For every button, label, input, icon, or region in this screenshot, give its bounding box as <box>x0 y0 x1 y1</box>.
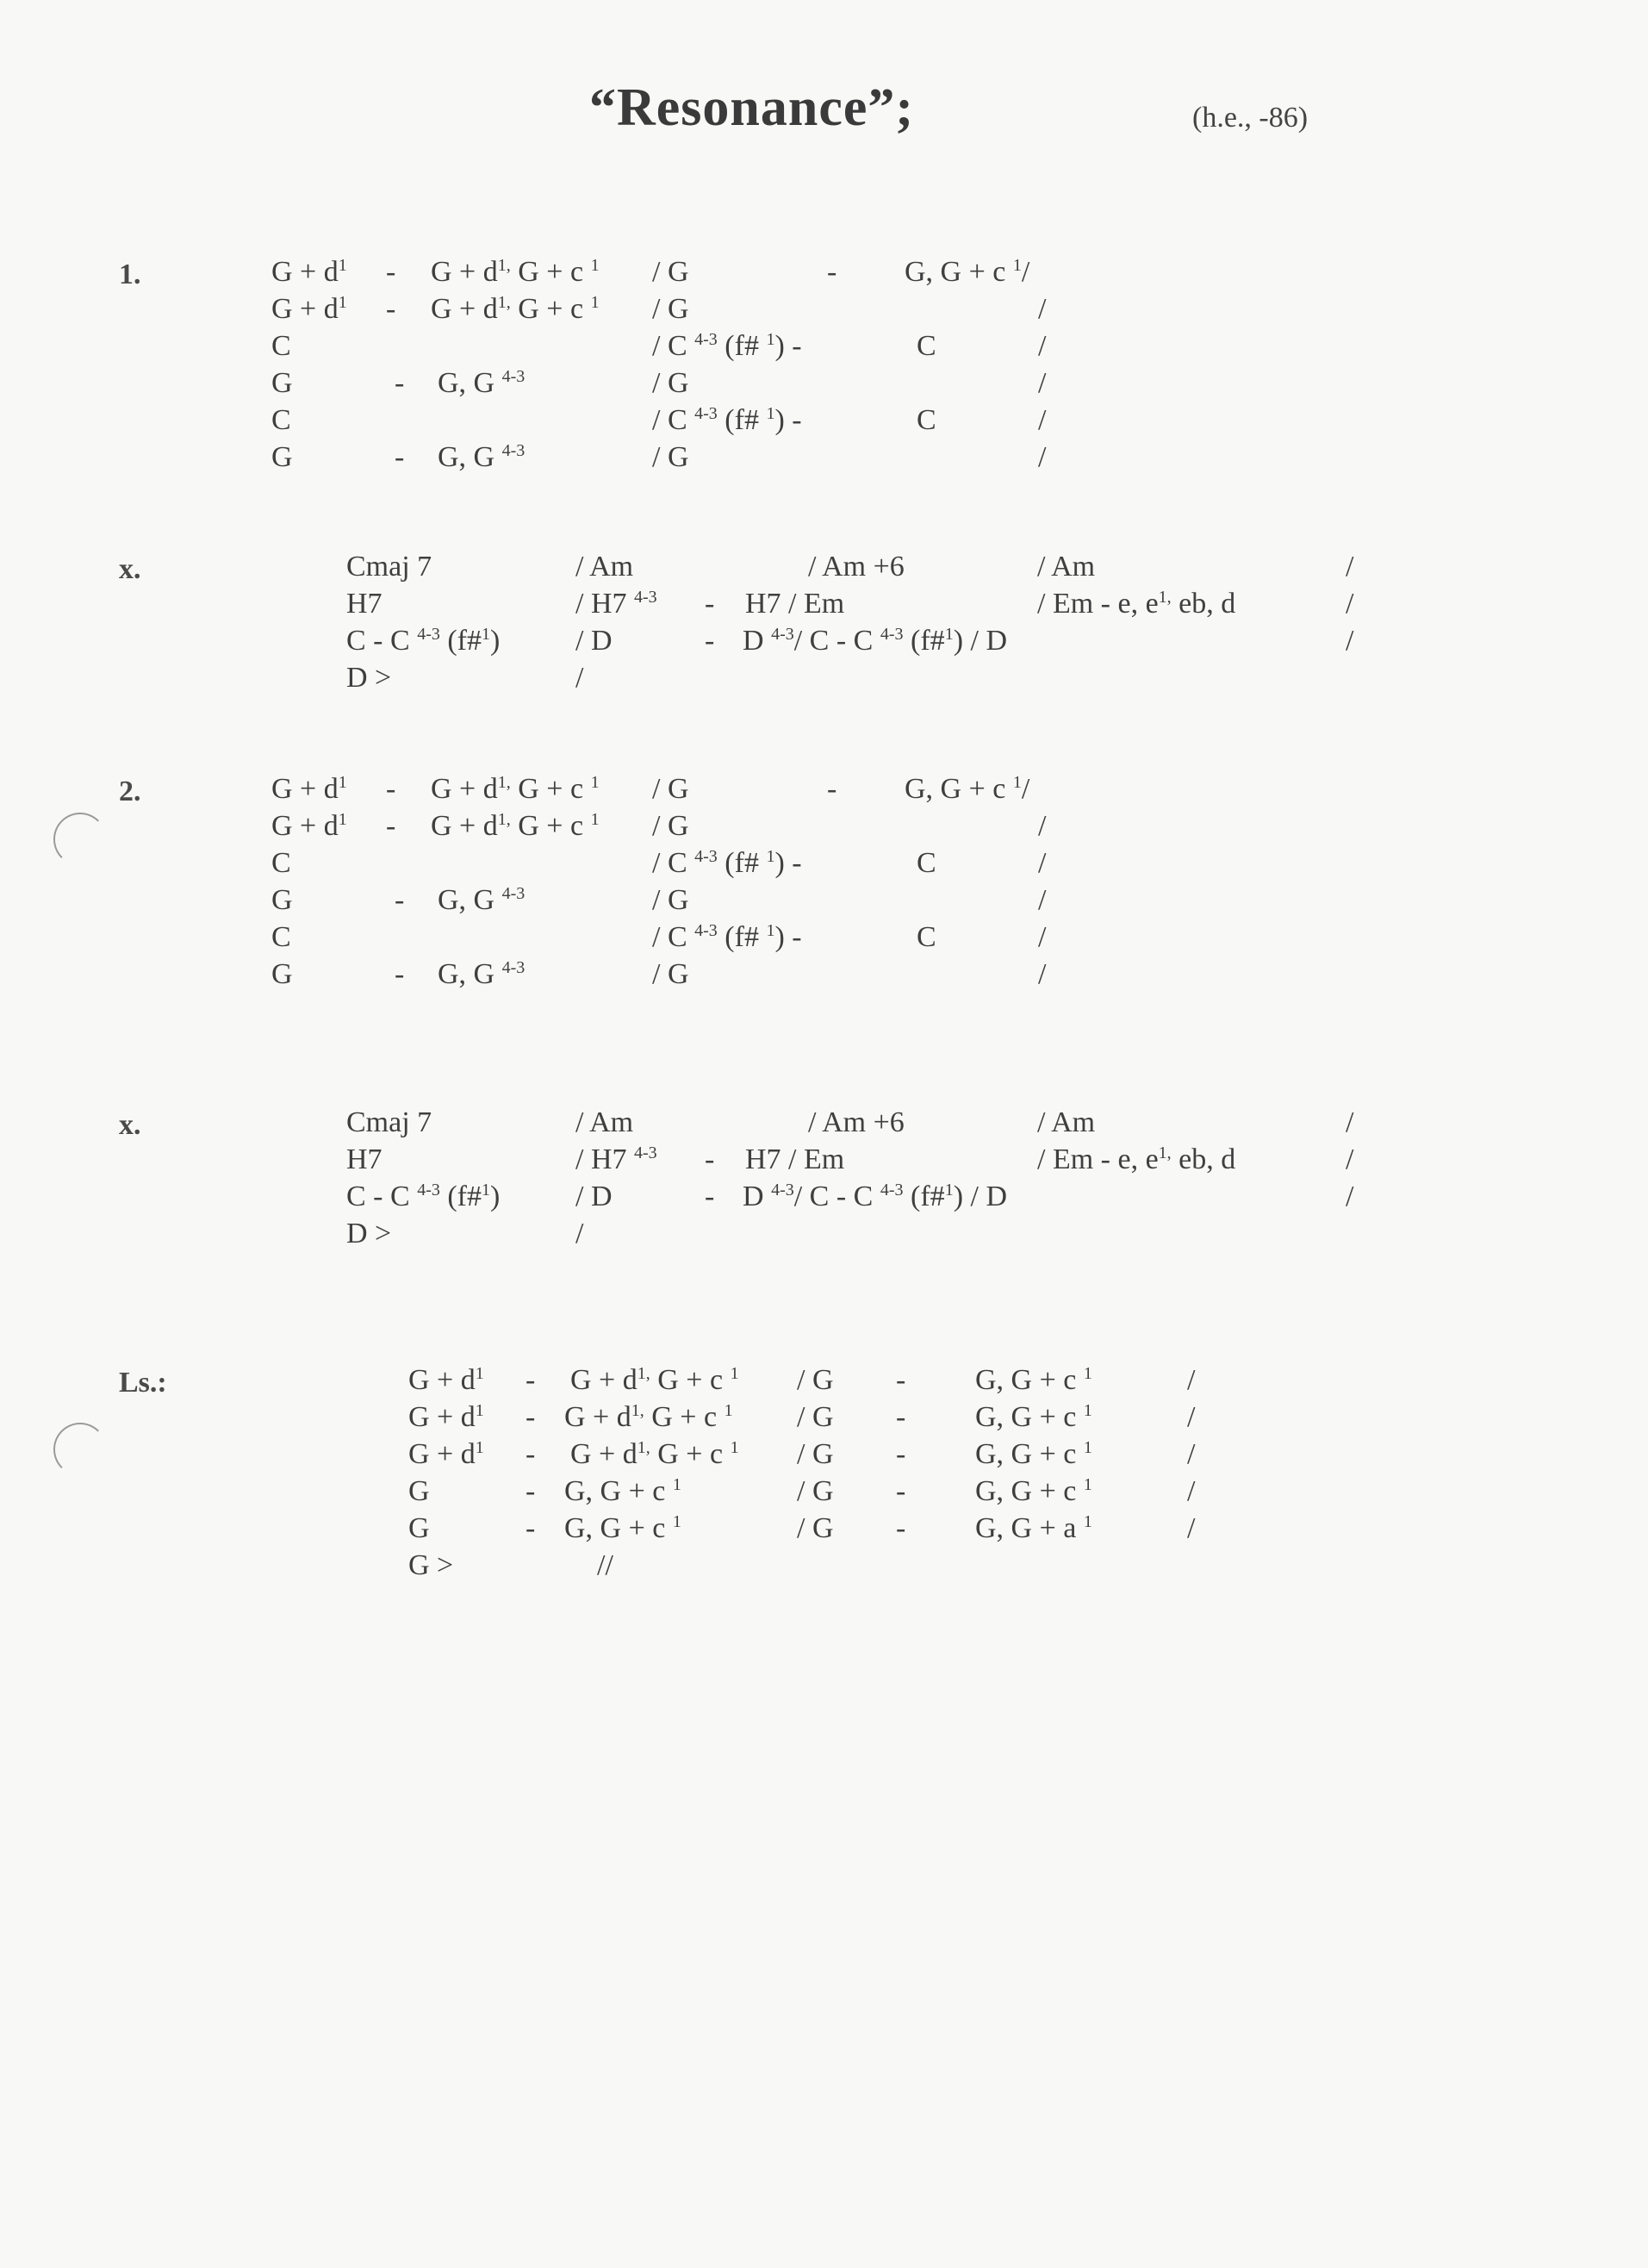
chord-row <box>0 327 1648 365</box>
chord-cell: / Am <box>1037 1106 1096 1138</box>
chord-row <box>0 882 1648 919</box>
chord-cell: - <box>386 256 396 288</box>
chord-cell: C <box>917 921 936 953</box>
bar-line: / <box>1346 551 1354 583</box>
chord-cell: - <box>525 1401 536 1433</box>
chord-cell: - <box>386 773 396 805</box>
chord-row <box>0 402 1648 439</box>
chord-row <box>0 1178 1648 1216</box>
bar-line: / <box>575 1218 584 1249</box>
chord-cell: / G <box>797 1364 834 1396</box>
section-label: Ls.: <box>119 1367 167 1399</box>
chord-cell: C <box>271 921 291 953</box>
chord-cell: G <box>408 1512 430 1544</box>
bar-line: / <box>1187 1438 1196 1470</box>
chord-row <box>0 1399 1648 1436</box>
chord-cell: - <box>896 1364 906 1396</box>
bar-line: / <box>1038 441 1047 473</box>
chord-cell: - <box>705 1143 715 1175</box>
chord-row <box>0 1104 1648 1142</box>
chord-cell: / C $^{4-3}$ (f# $^1$) - <box>652 330 802 362</box>
chord-cell: / Em - e, $e^{1,}$ eb, d <box>1037 1143 1236 1175</box>
bar-line: / <box>1038 367 1047 399</box>
chord-cell: - <box>525 1512 536 1544</box>
chord-row <box>0 253 1648 291</box>
chord-cell: Cmaj 7 <box>346 1106 432 1138</box>
bar-line: / <box>1346 588 1354 620</box>
chord-row <box>0 1473 1648 1511</box>
chord-cell: / H7 $^{4-3}$ <box>575 588 657 620</box>
chord-cell: / C $^{4-3}$ (f# $^1$) - <box>652 921 802 953</box>
chord-cell: G, G + c $^1$ <box>975 1475 1092 1507</box>
section-label: 1. <box>119 259 141 290</box>
chord-cell: $G + d^{1,}$ G + c $^1$ <box>570 1364 739 1396</box>
chord-cell: / G <box>797 1401 834 1433</box>
bar-line: / <box>1346 625 1354 657</box>
chord-cell: D > <box>346 1218 392 1249</box>
chord-cell: G, G $^{4-3}$ <box>438 884 525 916</box>
bar-line: / <box>1038 810 1047 842</box>
bar-line: / <box>1187 1364 1196 1396</box>
chord-cell: $G + d^1$ <box>271 810 347 842</box>
chord-cell: Cmaj 7 <box>346 551 432 583</box>
chord-cell: G <box>271 958 293 990</box>
bar-line: / <box>1187 1401 1196 1433</box>
chord-row <box>0 1547 1648 1585</box>
chord-cell: / Am <box>575 551 634 583</box>
chord-cell: G, G + c $^1$/ <box>905 256 1030 288</box>
chord-row <box>0 956 1648 994</box>
chord-cell: G <box>271 884 293 916</box>
chord-cell: / G <box>652 367 689 399</box>
chord-cell: G, G + c $^1$/ <box>905 773 1030 805</box>
chord-cell: - <box>896 1401 906 1433</box>
chord-row <box>0 1215 1648 1253</box>
chord-cell: G, G + c $^1$ <box>564 1512 681 1544</box>
chord-cell: / D <box>575 625 613 657</box>
chord-cell: / D <box>575 1181 613 1212</box>
chord-cell: / G <box>797 1475 834 1507</box>
bar-line: / <box>1187 1475 1196 1507</box>
section-label: x. <box>119 1109 141 1141</box>
chord-cell: C <box>271 847 291 879</box>
author-year: (h.e., -86) <box>1192 102 1309 134</box>
chord-cell: C <box>271 404 291 436</box>
chord-cell: - <box>705 1181 715 1212</box>
chord-cell: $G + d^{1,}$ G + c $^1$ <box>431 810 600 842</box>
chord-cell: G, G + c $^1$ <box>975 1401 1092 1433</box>
chord-cell: - <box>896 1512 906 1544</box>
chord-cell: D > <box>346 662 392 694</box>
chord-cell: / G <box>652 256 689 288</box>
chord-cell: / G <box>652 441 689 473</box>
chord-cell: D $^{4-3}$/ C - C $^{4-3}$ (f#$^1$) / D <box>743 1181 1008 1212</box>
chord-cell: - <box>395 367 405 399</box>
chord-cell: C <box>917 847 936 879</box>
chord-cell: $G + d^{1,}$ G + c $^1$ <box>431 773 600 805</box>
bar-line: / <box>1038 847 1047 879</box>
chord-cell: / C $^{4-3}$ (f# $^1$) - <box>652 404 802 436</box>
chord-row <box>0 770 1648 808</box>
chord-cell: / Am <box>575 1106 634 1138</box>
chord-cell: $G + d^1$ <box>408 1438 484 1470</box>
chord-cell: $G + d^{1,}$ G + c $^1$ <box>570 1438 739 1470</box>
chord-cell: G > <box>408 1549 454 1581</box>
chord-cell: $G + d^1$ <box>271 773 347 805</box>
bar-line: / <box>575 662 584 694</box>
chord-cell: H7 / Em <box>745 1143 845 1175</box>
chord-cell: $G + d^1$ <box>408 1364 484 1396</box>
chord-cell: - <box>705 625 715 657</box>
song-title: “Resonance”; <box>588 78 915 137</box>
bar-line: / <box>1038 958 1047 990</box>
chord-cell: / G <box>797 1438 834 1470</box>
chord-cell: G, G $^{4-3}$ <box>438 367 525 399</box>
chord-cell: C <box>917 330 936 362</box>
bar-line: / <box>1346 1181 1354 1212</box>
chord-cell: - <box>827 773 837 805</box>
chord-cell: / G <box>797 1512 834 1544</box>
chord-cell: / G <box>652 958 689 990</box>
chord-row <box>0 807 1648 845</box>
chord-row <box>0 585 1648 623</box>
chord-cell: - <box>705 588 715 620</box>
chord-row <box>0 290 1648 328</box>
chord-cell: H7 <box>346 1143 382 1175</box>
chord-cell: - <box>386 810 396 842</box>
chord-row <box>0 919 1648 956</box>
chord-cell: - <box>386 293 396 325</box>
bar-line: / <box>1038 330 1047 362</box>
bar-line: / <box>1038 921 1047 953</box>
chord-cell: / G <box>652 293 689 325</box>
chord-cell: / H7 $^{4-3}$ <box>575 1143 657 1175</box>
chord-cell: C - C $^{4-3}$ (f#$^1$) <box>346 1181 501 1212</box>
bar-line: / <box>1038 884 1047 916</box>
chord-cell: $G + d^{1,}$ G + c $^1$ <box>431 256 600 288</box>
chord-row <box>0 1436 1648 1474</box>
chord-row <box>0 844 1648 882</box>
chord-cell: / G <box>652 810 689 842</box>
chord-row <box>0 1510 1648 1548</box>
chord-cell: $G + d^{1,}$ G + c $^1$ <box>564 1401 733 1433</box>
chord-cell: - <box>827 256 837 288</box>
section-label: 2. <box>119 776 141 807</box>
bar-line: / <box>1346 1106 1354 1138</box>
chord-cell: $G + d^1$ <box>271 256 347 288</box>
chord-cell: - <box>896 1475 906 1507</box>
chord-cell: / C $^{4-3}$ (f# $^1$) - <box>652 847 802 879</box>
chord-cell: G, G + a $^1$ <box>975 1512 1092 1544</box>
chord-cell: - <box>525 1364 536 1396</box>
chord-cell: - <box>395 884 405 916</box>
chord-cell: H7 <box>346 588 382 620</box>
chord-cell: G, G + c $^1$ <box>975 1364 1092 1396</box>
chord-cell: - <box>525 1438 536 1470</box>
chord-row <box>0 1141 1648 1179</box>
chord-cell: G, G + c $^1$ <box>564 1475 681 1507</box>
chord-cell: / G <box>652 773 689 805</box>
chord-row <box>0 659 1648 697</box>
chord-cell: G <box>271 367 293 399</box>
chord-cell: / G <box>652 884 689 916</box>
bar-line: / <box>1038 293 1047 325</box>
chord-row <box>0 622 1648 660</box>
chord-cell: G, G $^{4-3}$ <box>438 958 525 990</box>
chord-cell: G <box>408 1475 430 1507</box>
chord-cell: G <box>271 441 293 473</box>
chord-cell: - <box>395 958 405 990</box>
chord-cell: D $^{4-3}$/ C - C $^{4-3}$ (f#$^1$) / D <box>743 625 1008 657</box>
chord-cell: / Em - e, $e^{1,}$ eb, d <box>1037 588 1236 620</box>
chord-cell: $G + d^{1,}$ G + c $^1$ <box>431 293 600 325</box>
chord-cell: C - C $^{4-3}$ (f#$^1$) <box>346 625 501 657</box>
bar-line: // <box>597 1549 613 1581</box>
chord-cell: C <box>271 330 291 362</box>
bar-line: / <box>1038 404 1047 436</box>
chord-cell: G, G $^{4-3}$ <box>438 441 525 473</box>
chord-cell: / Am +6 <box>808 1106 905 1138</box>
chord-cell: - <box>525 1475 536 1507</box>
chord-cell: - <box>896 1438 906 1470</box>
chord-cell: $G + d^1$ <box>408 1401 484 1433</box>
chord-row <box>0 548 1648 586</box>
chord-row <box>0 439 1648 477</box>
bar-line: / <box>1346 1143 1354 1175</box>
chord-cell: H7 / Em <box>745 588 845 620</box>
chord-cell: - <box>395 441 405 473</box>
chord-cell: / Am <box>1037 551 1096 583</box>
bar-line: / <box>1187 1512 1196 1544</box>
chord-row <box>0 364 1648 402</box>
chord-cell: / Am +6 <box>808 551 905 583</box>
chord-cell: $G + d^1$ <box>271 293 347 325</box>
section-label: x. <box>119 553 141 585</box>
chord-cell: G, G + c $^1$ <box>975 1438 1092 1470</box>
chord-row <box>0 1361 1648 1399</box>
chord-cell: C <box>917 404 936 436</box>
